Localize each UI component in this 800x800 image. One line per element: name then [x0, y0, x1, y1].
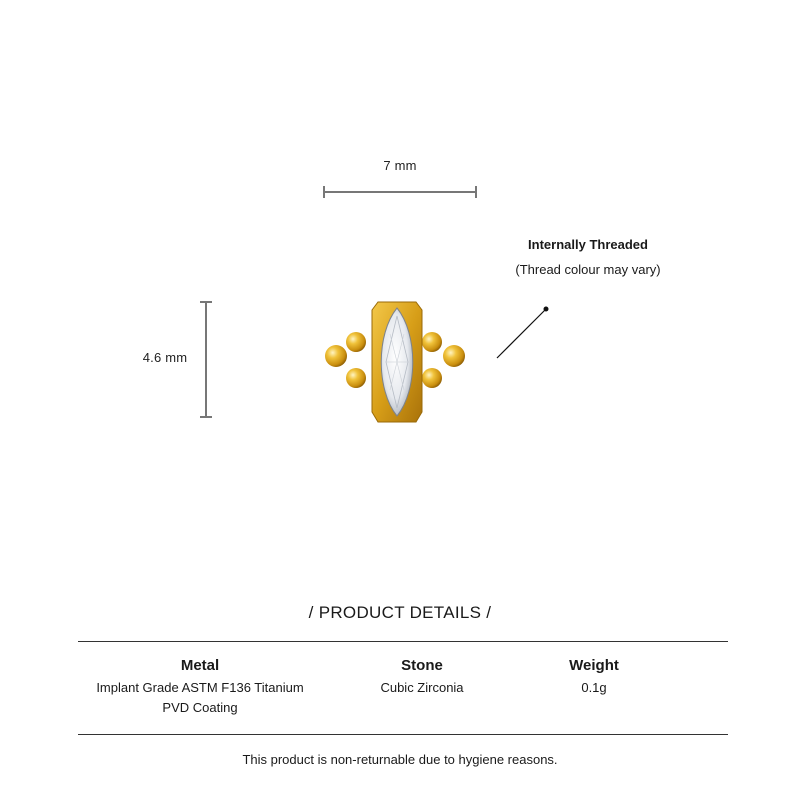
bead: [422, 332, 442, 352]
metal-value-line1: Implant Grade ASTM F136 Titanium: [96, 680, 304, 695]
bead: [422, 368, 442, 388]
returns-note: This product is non-returnable due to hygiene reasons.: [242, 752, 558, 767]
height-dimension-line: [198, 298, 214, 422]
weight-value: 0.1g: [581, 680, 607, 695]
metal-column: [80, 656, 320, 718]
width-dimension-label: 7 mm: [383, 158, 417, 173]
weight-column: [534, 656, 654, 698]
bottom-divider: [78, 734, 728, 735]
annotation-title: Internally Threaded: [528, 237, 648, 252]
product-image: [318, 294, 484, 428]
product-details-title: / PRODUCT DETAILS /: [308, 603, 492, 622]
bead: [443, 345, 465, 367]
stone-heading: Stone: [401, 657, 443, 674]
stone-column: [342, 656, 502, 698]
annotation-leader-line: [494, 304, 554, 364]
stone-value: Cubic Zirconia: [380, 680, 464, 695]
bead: [346, 332, 366, 352]
bead: [346, 368, 366, 388]
metal-value-line2: PVD Coating: [162, 700, 238, 715]
metal-heading: Metal: [180, 657, 220, 674]
annotation-subtitle: (Thread colour may vary): [515, 262, 661, 277]
width-dimension-line: [320, 184, 482, 200]
weight-heading: Weight: [569, 657, 619, 674]
bead: [325, 345, 347, 367]
top-divider: [78, 641, 728, 642]
height-dimension-label: 4.6 mm: [142, 350, 188, 365]
